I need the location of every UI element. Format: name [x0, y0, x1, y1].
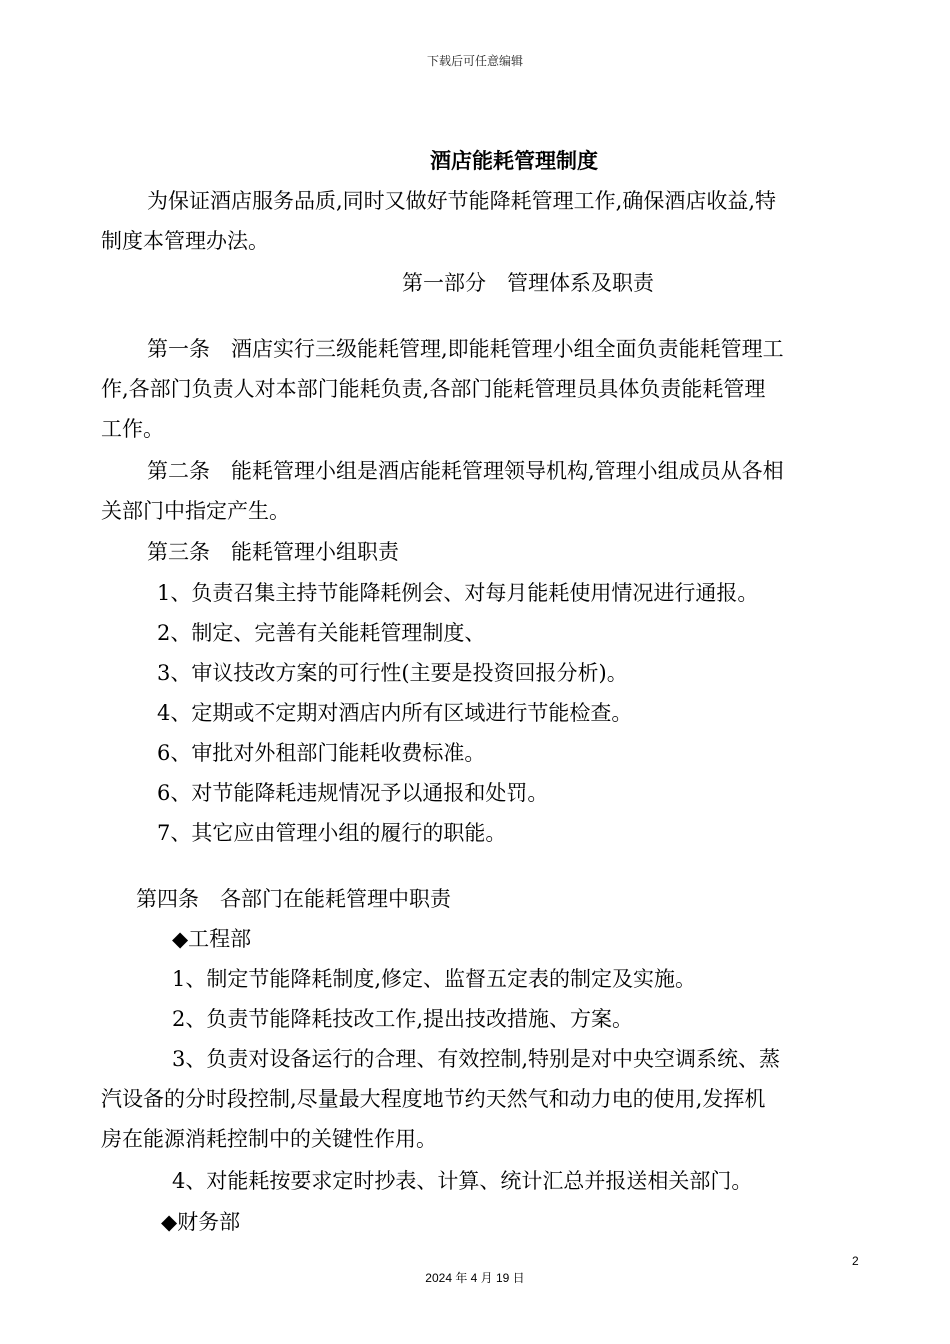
intro-line-2: 制度本管理办法。	[101, 229, 269, 253]
engineering-item-3-line-3: 房在能源消耗控制中的关键性作用。	[101, 1127, 437, 1151]
article-3-item: 4、定期或不定期对酒店内所有区域进行节能检查。	[157, 701, 633, 725]
document-title: 酒店能耗管理制度	[430, 148, 598, 173]
header-note: 下载后可任意编辑	[426, 54, 523, 68]
article-1-line-3: 工作。	[101, 417, 164, 441]
article-1-line-1: 第一条 酒店实行三级能耗管理,即能耗管理小组全面负责能耗管理工	[147, 337, 784, 361]
intro-line-1: 为保证酒店服务品质,同时又做好节能降耗管理工作,确保酒店收益,特	[147, 189, 777, 213]
article-3-item: 3、审议技改方案的可行性(主要是投资回报分析)。	[157, 661, 628, 685]
engineering-item-3-line-2: 汽设备的分时段控制,尽量最大程度地节约天然气和动力电的使用,发挥机	[101, 1087, 766, 1111]
engineering-item-4: 4、对能耗按要求定时抄表、计算、统计汇总并报送相关部门。	[172, 1169, 753, 1193]
article-1-line-2: 作,各部门负责人对本部门能耗负责,各部门能耗管理员具体负责能耗管理	[101, 377, 766, 401]
article-2-line-2: 关部门中指定产生。	[101, 499, 290, 523]
article-2-line-1: 第二条 能耗管理小组是酒店能耗管理领导机构,管理小组成员从各相	[147, 459, 784, 483]
article-3-item: 2、制定、完善有关能耗管理制度、	[157, 621, 486, 645]
article-3-heading: 第三条 能耗管理小组职责	[147, 540, 399, 564]
engineering-item: 2、负责节能降耗技改工作,提出技改措施、方案。	[172, 1007, 634, 1031]
part-one-heading: 第一部分 管理体系及职责	[402, 271, 654, 295]
article-4-heading: 第四条 各部门在能耗管理中职责	[136, 887, 451, 911]
engineering-item-3-line-1: 3、负责对设备运行的合理、有效控制,特别是对中央空调系统、蒸	[172, 1047, 781, 1071]
article-3-item: 1、负责召集主持节能降耗例会、对每月能耗使用情况进行通报。	[157, 581, 759, 605]
article-3-item: 6、审批对外租部门能耗收费标准。	[157, 741, 486, 765]
page-number: 2	[852, 1254, 859, 1268]
article-3-item: 7、其它应由管理小组的履行的职能。	[157, 821, 507, 845]
engineering-heading: ◆工程部	[172, 927, 252, 951]
engineering-item: 1、制定节能降耗制度,修定、监督五定表的制定及实施。	[172, 967, 697, 991]
footer-date: 2024 年 4 月 19 日	[425, 1271, 525, 1285]
finance-heading: ◆财务部	[161, 1210, 241, 1234]
article-3-item: 6、对节能降耗违规情况予以通报和处罚。	[157, 781, 549, 805]
